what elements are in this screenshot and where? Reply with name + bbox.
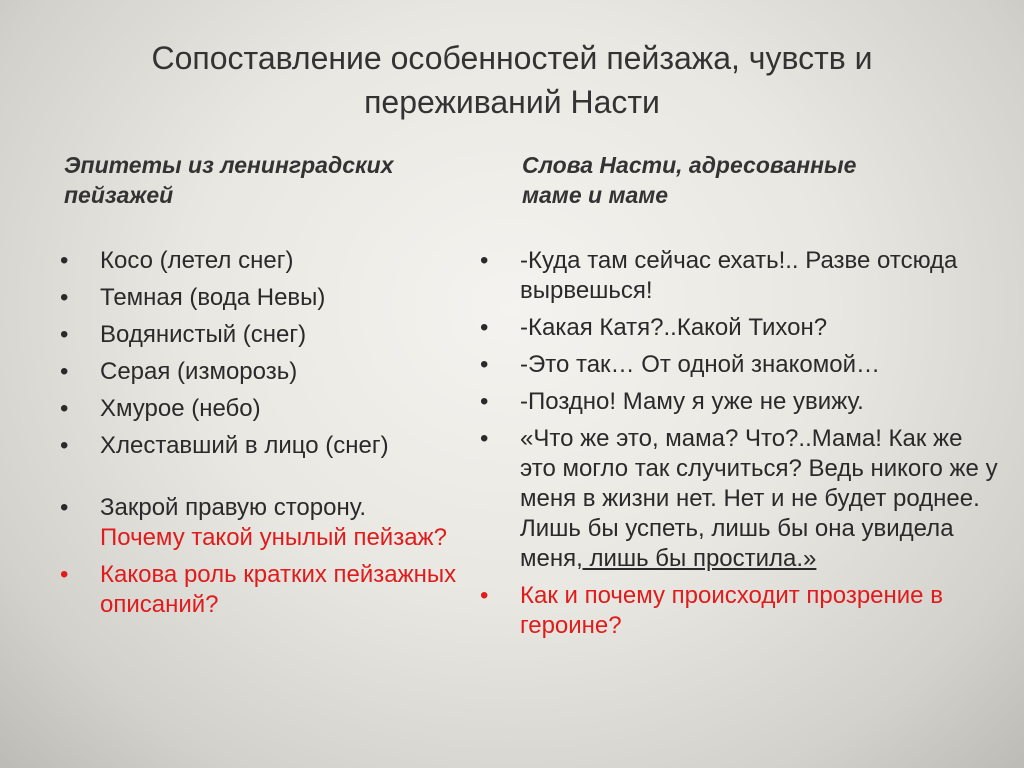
epithet-text: Темная (вода Невы) — [100, 284, 326, 311]
list-item — [60, 283, 480, 313]
right-column-heading — [522, 150, 1000, 210]
epithet-text: Хлеставший в лицо (снег) — [100, 432, 389, 459]
bullet-icon: • — [480, 582, 489, 609]
epithets-list — [60, 246, 480, 461]
bullet-icon: • — [480, 351, 489, 378]
bullet-icon: • — [60, 432, 69, 459]
bullet-icon: • — [60, 284, 69, 311]
list-item — [480, 313, 1000, 343]
tasks-list — [60, 493, 480, 620]
bullet-icon: • — [480, 247, 489, 274]
bullet-icon: • — [60, 395, 69, 422]
bullet-icon: • — [60, 247, 69, 274]
epithet-text: Хмурое (небо) — [100, 395, 261, 422]
task-question: Почему такой унылый пейзаж? — [100, 524, 447, 551]
slide-title — [60, 36, 964, 124]
list-item — [480, 581, 1000, 641]
right-heading-line-2: маме и маме — [522, 182, 669, 208]
quote-text: -Это так… От одной знакомой… — [520, 351, 881, 378]
bullet-icon: • — [480, 388, 489, 415]
bullet-icon: • — [60, 321, 69, 348]
right-heading-line-1: Слова Насти, адресованные — [522, 152, 857, 178]
long-quote-text: «Что же это, мама? Что?..Мама! Как же это могло так случиться? Ведь никого же у меня в жизни нет. Нет и не будет роднее. Лишь бы успеть, лишь бы она увидела меня — [520, 425, 998, 572]
left-column — [60, 150, 480, 627]
list-item — [480, 424, 1000, 574]
bullet-icon: • — [480, 314, 489, 341]
right-column — [480, 150, 1000, 648]
left-heading-line-2: пейзажей — [64, 182, 174, 208]
quote-text: -Какая Катя?..Какой Тихон? — [520, 314, 828, 341]
quotes-list — [480, 246, 1000, 641]
list-item — [480, 350, 1000, 380]
left-heading-line-1: Эпитеты из ленинградских — [64, 152, 394, 178]
list-item — [60, 246, 480, 276]
quote-text: -Поздно! Маму я уже не увижу. — [520, 388, 864, 415]
bullet-icon: • — [60, 561, 69, 588]
list-item — [60, 320, 480, 350]
title-line-1: Сопоставление особенностей пейзажа, чувств и — [151, 40, 873, 76]
list-item — [60, 394, 480, 424]
bullet-icon: • — [60, 494, 69, 521]
list-item — [60, 357, 480, 387]
epithet-text: Косо (летел снег) — [100, 247, 294, 274]
left-column-heading — [64, 150, 480, 210]
task-instruction: Закрой правую сторону. — [100, 494, 366, 521]
list-item — [480, 387, 1000, 417]
question-text: Как и почему происходит прозрение в героине? — [520, 582, 943, 639]
list-item — [480, 246, 1000, 306]
task-item — [60, 493, 480, 553]
bullet-icon: • — [480, 425, 489, 452]
bullet-icon: • — [60, 358, 69, 385]
quote-text: -Куда там сейчас ехать!.. Разве отсюда вырвешься! — [520, 247, 958, 304]
long-quote-underlined: , лишь бы простила.» — [576, 545, 817, 572]
epithet-text: Водянистый (снег) — [100, 321, 307, 348]
title-line-2: переживаний Насти — [364, 84, 660, 120]
task-item — [60, 560, 480, 620]
list-item — [60, 431, 480, 461]
task-question: Какова роль кратких пейзажных описаний? — [100, 561, 457, 618]
epithet-text: Серая (изморозь) — [100, 358, 298, 385]
